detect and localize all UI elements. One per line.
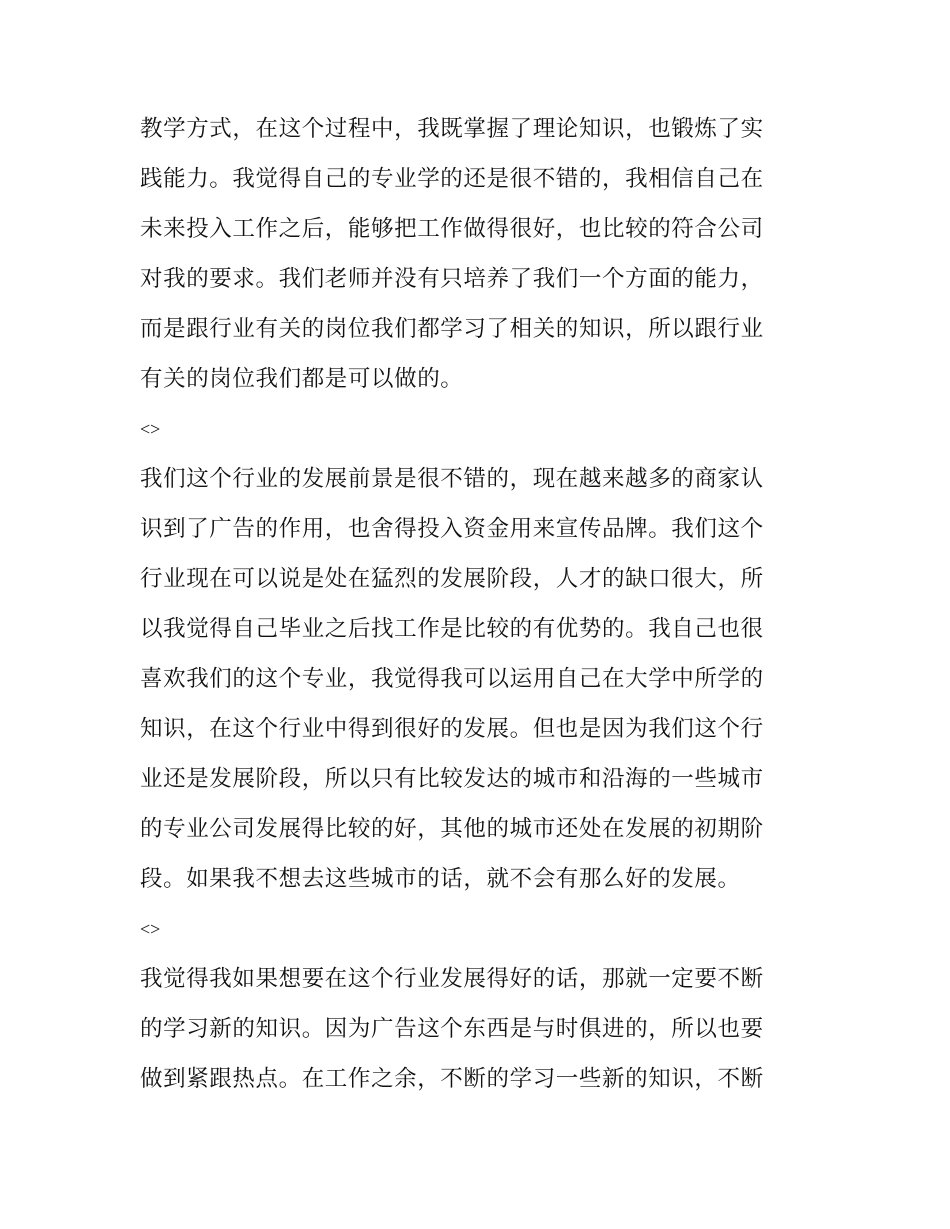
- document-body: [140, 104, 812, 1104]
- text-line: 以我觉得自己毕业之后找工作是比较的有优势的。我自己也很: [140, 616, 764, 642]
- text-line: 行业现在可以说是处在猛烈的发展阶段，人才的缺口很大，所: [140, 566, 764, 592]
- text-line: 而是跟行业有关的岗位我们都学习了相关的知识，所以跟行业: [140, 316, 764, 342]
- paragraph-separator: <>: [140, 419, 161, 439]
- text-line: 识到了广告的作用，也舍得投入资金用来宣传品牌。我们这个: [140, 516, 764, 542]
- text-line: 我觉得我如果想要在这个行业发展得好的话，那就一定要不断: [140, 966, 764, 992]
- text-line: 业还是发展阶段，所以只有比较发达的城市和沿海的一些城市: [140, 766, 764, 792]
- text-line: 喜欢我们的这个专业，我觉得我可以运用自己在大学中所学的: [140, 666, 764, 692]
- text-line: 做到紧跟热点。在工作之余，不断的学习一些新的知识，不断: [140, 1066, 764, 1092]
- text-line: 我们这个行业的发展前景是很不错的，现在越来越多的商家认: [140, 466, 764, 492]
- paragraph-2: [140, 454, 812, 904]
- text-line: 对我的要求。我们老师并没有只培养了我们一个方面的能力，: [140, 266, 764, 292]
- text-line: 践能力。我觉得自己的专业学的还是很不错的，我相信自己在: [140, 166, 764, 192]
- text-line: 的专业公司发展得比较的好，其他的城市还处在发展的初期阶: [140, 816, 764, 842]
- text-line: 的学习新的知识。因为广告这个东西是与时俱进的，所以也要: [140, 1016, 764, 1042]
- text-line: 未来投入工作之后，能够把工作做得很好，也比较的符合公司: [140, 216, 764, 242]
- paragraph-separator: <>: [140, 919, 161, 939]
- text-line: 教学方式，在这个过程中，我既掌握了理论知识，也锻炼了实: [140, 116, 764, 142]
- text-line: 有关的岗位我们都是可以做的。: [140, 366, 464, 392]
- paragraph-3: [140, 954, 812, 1104]
- text-line: 段。如果我不想去这些城市的话，就不会有那么好的发展。: [140, 866, 741, 892]
- text-line: 知识，在这个行业中得到很好的发展。但也是因为我们这个行: [140, 716, 764, 742]
- paragraph-1: [140, 104, 812, 404]
